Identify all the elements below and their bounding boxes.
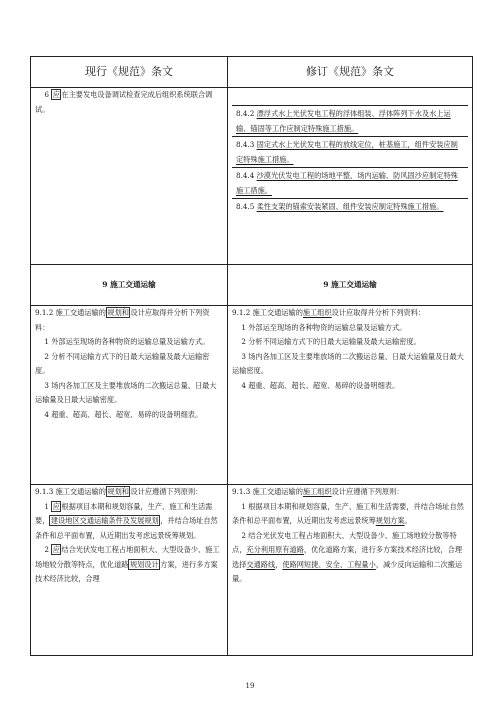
revised-blank-sub-row: [232, 88, 468, 106]
marked-word: 应: [52, 545, 60, 554]
cell-current-9-1-2: [31, 306, 228, 485]
list-item: 1 外部运至现场的各种物资的运输总量及运输方式。: [44, 337, 210, 346]
list-item: 1 根据项目本期和规划容量，生产、施工和生活需要，并结合场址自然条件和总平面布置，从近期出发考虑远景统筹规划方案。: [232, 501, 464, 525]
page-number: 19: [245, 682, 255, 690]
header-revised-clause: 修订《规范》条文: [228, 57, 473, 88]
section-row: [31, 265, 473, 306]
current-item-6: 6 应 在主要发电设备调试检查完成后组织系统联合调试。: [35, 90, 213, 114]
marked-word: 应: [52, 501, 60, 511]
revised-clause-8-4-4: 8.4.4 沙漠光伏发电工程的场地平整、场内运输、防风固沙应制定特殊施工措施。: [232, 168, 468, 199]
revised-word: 施工组织: [302, 487, 332, 496]
clause-intro: 9.1.3 施工交通运输的施工组织设计应遵循下列原则：: [232, 487, 404, 496]
list-item: 3 场内各加工区及主要堆放场的二次搬运总量、日最大运输量及日最大运输密度。: [232, 351, 464, 375]
table-row: [31, 485, 473, 656]
list-item: 1 外部运至现场的各种物资的运输总量及运输方式。: [241, 322, 407, 332]
clause-intro: 9.1.2 施工交通运输的 规划和 设计应取得并分析下列资料：: [35, 308, 210, 332]
clause-intro: 9.1.3 施工交通运输的 规划和 设计应遵循下列原则：: [35, 487, 203, 496]
list-item: 2 结合光伏发电工程占地面积大、大型设备少、施工场地较分散等特点，充分利用原有道路，优化道路方案，进行多方案技术经济比较，合理选择交通路线，使路网短捷、安全、工程量小，减少反向运输和二次搬运量。: [232, 530, 463, 583]
list-item: 2 分析不同运输方式下的日最大运输量及最大运输密度。: [35, 351, 210, 375]
marked-phrase: 规划设计: [129, 559, 159, 569]
list-item: 1 应 根据项目本期和规划容量，生产、施工和生活需要， 建设地区交通运输条件及发展规划 ，并结合场址自然条件和总平面布置，从近期出发考虑远景统筹规划。: [35, 501, 218, 540]
table-row: [31, 306, 473, 485]
revised-clause-8-4-3: 8.4.3 固定式水上光伏发电工程的放线定位，桩基施工，组件安装应制定特殊施工措施。: [232, 137, 468, 168]
revised-phrase: 规划方案: [375, 516, 405, 525]
marked-word: 规划和: [107, 487, 129, 496]
cell-current-9-1-3: [31, 485, 228, 656]
cell-current-8-4: [31, 88, 228, 265]
comparison-table: [30, 56, 473, 656]
clause-intro: 9.1.2 施工交通运输的施工组织设计应取得并分析下列资料：: [232, 308, 426, 317]
table-header-row: [31, 57, 473, 88]
revised-clause-8-4-5: 8.4.5 柔性支架的锚索安装紧固、组件安装应制定特殊施工措施。: [236, 202, 444, 211]
marked-word: 应: [52, 90, 60, 99]
revised-phrase: 充分利用原有道路: [246, 545, 304, 554]
revised-phrase: 使路网短捷、安全、工程量小: [282, 559, 376, 569]
revised-clause-8-4-2: 8.4.2 漂浮式水上光伏发电工程的浮体组装、浮体阵列下水及水上运输、锚固等工作应制定特殊施工措施。: [232, 106, 468, 137]
cell-revised-8-4: [228, 88, 473, 265]
section-title-current: 9 施工交通运输: [31, 265, 228, 306]
list-item: 2 分析不同运输方式下的日最大运输量及最大运输密度。: [241, 337, 421, 346]
marked-word: 规划和: [107, 308, 129, 317]
table-row: [31, 88, 473, 265]
list-item: 4 超重、超高、超长、超宽、易碎的设备明细表。: [241, 380, 400, 390]
header-current-clause: 现行《规范》条文: [31, 57, 228, 88]
revised-word: 施工组织: [302, 308, 332, 317]
cell-revised-9-1-3: [228, 485, 473, 656]
list-item: 3 场内各加工区及主要堆放场的二次搬运总量、日最大运输量及日最大运输密度。: [35, 380, 217, 404]
list-item: 2 应 结合光伏发电工程占地面积大、大型设备少、施工场地较分散等特点，优化道路 规划设计 方案，进行多方案技术经济比较，合理: [35, 545, 220, 583]
cell-revised-9-1-2: [228, 306, 473, 485]
marked-phrase: 建设地区交通运输条件及发展规划: [50, 516, 159, 525]
section-title-revised: 9 施工交通运输: [228, 265, 473, 306]
list-item: 4 超重、超高、超长、超宽、易碎的设备明细表。: [44, 409, 203, 419]
revised-phrase: 交通路线: [246, 559, 276, 569]
